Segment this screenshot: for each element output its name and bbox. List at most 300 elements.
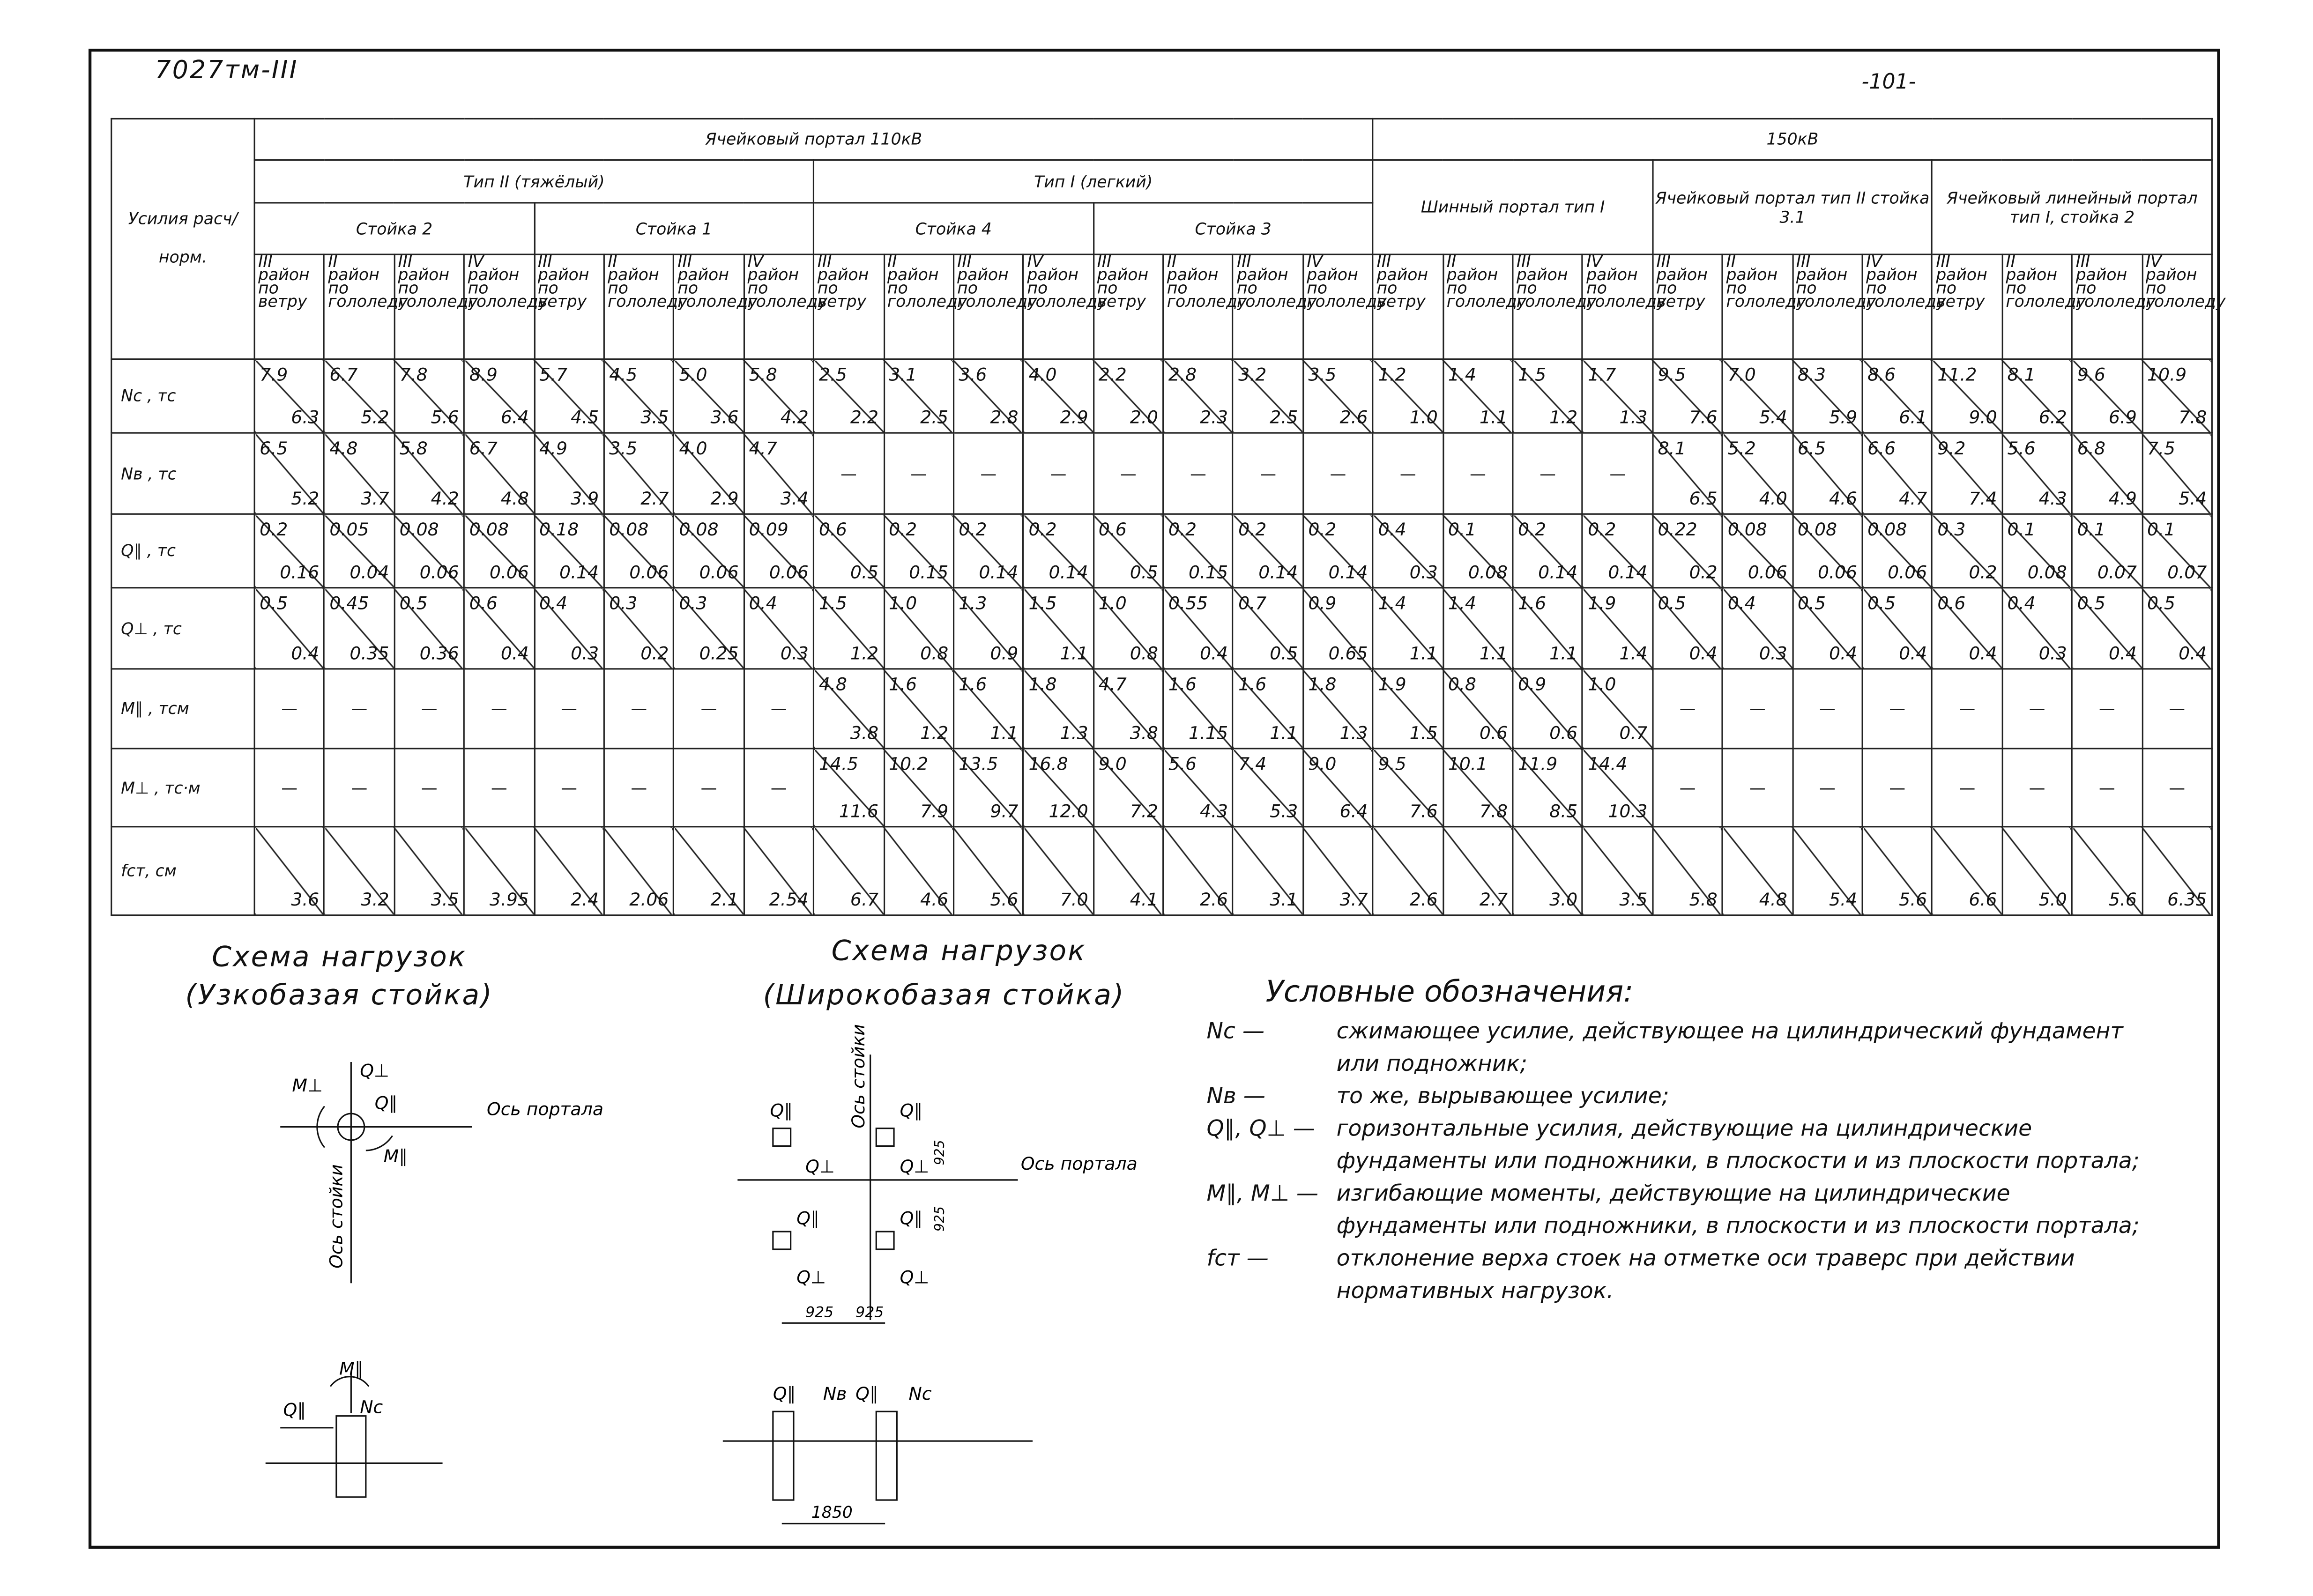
normative-value: 1.2 xyxy=(1549,407,1578,428)
value-cell xyxy=(604,359,674,433)
value-cell xyxy=(1093,588,1163,669)
district-header: II район по гололеду xyxy=(604,254,674,359)
value-cell xyxy=(1652,359,1722,433)
value-cell xyxy=(1652,588,1722,669)
value-cell xyxy=(1163,359,1233,433)
value-cell xyxy=(254,359,324,433)
normative-value: 3.6 xyxy=(710,407,739,428)
district-header: II район по гололеду xyxy=(1443,254,1513,359)
value-cell xyxy=(1583,514,1652,587)
district-header: IV район по гололеду xyxy=(1303,254,1373,359)
empty-cell: — xyxy=(1023,433,1093,514)
empty-cell: — xyxy=(1723,669,1792,749)
normative-value: 0.4 xyxy=(1199,643,1228,664)
design-value: 0.6 xyxy=(1937,593,1966,614)
value-cell xyxy=(1652,433,1722,514)
design-value: 0.2 xyxy=(1028,519,1057,540)
district-header: IV район по гололеду xyxy=(2142,254,2212,359)
design-value: 1.6 xyxy=(1518,593,1547,614)
empty-cell: — xyxy=(324,669,394,749)
value-cell xyxy=(1373,588,1443,669)
normative-value: 0.4 xyxy=(500,643,529,664)
design-value: 9.2 xyxy=(1937,438,1966,459)
normative-value: 0.4 xyxy=(1689,643,1718,664)
normative-value: 3.0 xyxy=(1549,889,1578,910)
normative-value: 6.5 xyxy=(1689,488,1718,509)
normative-value: 3.5 xyxy=(431,889,459,910)
normative-value: 4.9 xyxy=(2108,488,2137,509)
value-cell xyxy=(2072,359,2142,433)
row-label: fст, см xyxy=(112,827,254,915)
value-cell xyxy=(534,514,604,587)
legend-title: Условные обозначения: xyxy=(1265,973,1634,1009)
normative-value: 0.3 xyxy=(2038,643,2067,664)
normative-value: 7.8 xyxy=(1479,801,1508,822)
design-value: 1.2 xyxy=(1378,364,1406,385)
value-cell xyxy=(953,669,1023,749)
normative-value: 0.07 xyxy=(2097,562,2137,583)
empty-cell: — xyxy=(1163,433,1233,514)
district-header: III район по ветру xyxy=(814,254,884,359)
value-cell xyxy=(534,359,604,433)
value-cell xyxy=(884,669,953,749)
design-value: 6.5 xyxy=(1797,438,1826,459)
value-cell xyxy=(744,433,814,514)
design-value: 0.6 xyxy=(818,519,847,540)
normative-value: 0.3 xyxy=(1759,643,1787,664)
design-value: 11.2 xyxy=(1937,364,1977,385)
normative-value: 2.6 xyxy=(1199,889,1228,910)
legend-item xyxy=(1207,1177,2151,1242)
empty-cell: — xyxy=(2072,669,2142,749)
design-value: 8.1 xyxy=(2007,364,2036,385)
type-2-heavy: Тип II (тяжёлый) xyxy=(254,160,814,203)
value-cell xyxy=(324,588,394,669)
value-cell xyxy=(1723,359,1792,433)
design-value: 1.0 xyxy=(1098,593,1127,614)
normative-value: 0.5 xyxy=(1130,562,1158,583)
row-label: Nв , тс xyxy=(112,433,254,514)
normative-value: 0.06 xyxy=(769,562,809,583)
design-value: 0.08 xyxy=(1797,519,1837,540)
normative-value: 1.1 xyxy=(1060,643,1088,664)
legend-text: отклонение верха стоек на отметке оси траверс при действии нормативных нагрузок. xyxy=(1336,1245,2075,1304)
empty-cell: — xyxy=(2072,749,2142,827)
normative-value: 2.0 xyxy=(1130,407,1158,428)
document-code: 7027тм-III xyxy=(155,56,298,86)
normative-value: 11.6 xyxy=(839,801,879,822)
empty-cell: — xyxy=(254,749,324,827)
wide-scheme-title: Схема нагрузок xyxy=(831,935,1086,968)
value-cell xyxy=(1303,669,1373,749)
value-cell xyxy=(1513,359,1583,433)
value-cell xyxy=(1023,749,1093,827)
design-value: 0.08 xyxy=(469,519,509,540)
value-cell xyxy=(1443,827,1513,915)
design-value: 0.3 xyxy=(1937,519,1966,540)
normative-value: 0.06 xyxy=(489,562,529,583)
value-cell xyxy=(324,827,394,915)
axis-stand-label: Ось стойки xyxy=(326,1164,347,1269)
design-value: 0.45 xyxy=(329,593,369,614)
m-par-label: M∥ xyxy=(383,1146,408,1167)
normative-value: 4.5 xyxy=(571,407,599,428)
normative-value: 0.4 xyxy=(1899,643,1927,664)
normative-value: 5.9 xyxy=(1829,407,1858,428)
design-value: 0.4 xyxy=(539,593,568,614)
value-cell xyxy=(1093,749,1163,827)
district-header: IV район по гололеду xyxy=(1583,254,1652,359)
narrow-stand-diagram xyxy=(177,1032,620,1505)
normative-value: 0.14 xyxy=(559,562,599,583)
value-cell xyxy=(1373,514,1443,587)
normative-value: 6.7 xyxy=(850,889,879,910)
district-header: IV район по гололеду xyxy=(1862,254,1932,359)
design-value: 0.6 xyxy=(1098,519,1127,540)
row-header-label: Усилия расч/норм. xyxy=(128,209,238,267)
q-par-c: Q∥ xyxy=(796,1208,819,1229)
design-value: 5.0 xyxy=(679,364,707,385)
q-par-b: Q∥ xyxy=(900,1100,923,1121)
value-cell xyxy=(1233,827,1303,915)
district-header: III район по ветру xyxy=(254,254,324,359)
normative-value: 2.3 xyxy=(1199,407,1228,428)
design-value: 1.4 xyxy=(1448,364,1476,385)
design-value: 9.0 xyxy=(1098,753,1127,775)
normative-value: 1.1 xyxy=(1409,643,1438,664)
design-value: 9.0 xyxy=(1308,753,1337,775)
normative-value: 0.35 xyxy=(350,643,389,664)
table-row xyxy=(112,588,2212,669)
design-value: 0.4 xyxy=(2007,593,2036,614)
design-value: 5.6 xyxy=(1168,753,1197,775)
value-cell xyxy=(1233,514,1303,587)
normative-value: 0.06 xyxy=(699,562,739,583)
normative-value: 1.1 xyxy=(1549,643,1578,664)
value-cell xyxy=(1723,433,1792,514)
dim-925-c: 925 xyxy=(805,1304,834,1321)
value-cell xyxy=(2002,359,2072,433)
empty-cell: — xyxy=(814,433,884,514)
normative-value: 1.0 xyxy=(1409,407,1438,428)
q-perp-label: Q⊥ xyxy=(360,1060,389,1081)
design-value: 7.9 xyxy=(260,364,288,385)
value-cell xyxy=(814,669,884,749)
design-value: 1.3 xyxy=(959,593,987,614)
value-cell xyxy=(1093,359,1163,433)
design-value: 6.8 xyxy=(2077,438,2105,459)
value-cell xyxy=(1513,588,1583,669)
design-value: 9.5 xyxy=(1378,753,1406,775)
district-header: III район по гололеду xyxy=(953,254,1023,359)
normative-value: 1.2 xyxy=(920,722,949,743)
value-cell xyxy=(2002,588,2072,669)
value-cell xyxy=(324,514,394,587)
district-header: III район по ветру xyxy=(1652,254,1722,359)
design-value: 0.3 xyxy=(679,593,707,614)
normative-value: 0.06 xyxy=(1817,562,1858,583)
normative-value: 6.6 xyxy=(1969,889,1997,910)
design-value: 6.5 xyxy=(260,438,288,459)
design-value: 7.0 xyxy=(1727,364,1756,385)
value-cell xyxy=(1303,749,1373,827)
empty-cell: — xyxy=(1583,433,1652,514)
design-value: 6.7 xyxy=(329,364,358,385)
value-cell xyxy=(744,359,814,433)
design-value: 10.2 xyxy=(889,753,929,775)
value-cell xyxy=(1373,669,1443,749)
design-value: 10.9 xyxy=(2147,364,2187,385)
normative-value: 5.6 xyxy=(431,407,459,428)
value-cell xyxy=(1023,514,1093,587)
value-cell xyxy=(1862,514,1932,587)
value-cell xyxy=(1652,827,1722,915)
design-value: 0.08 xyxy=(1727,519,1767,540)
value-cell xyxy=(1443,669,1513,749)
table-row xyxy=(112,827,2212,915)
design-value: 5.2 xyxy=(1727,438,1756,459)
empty-cell: — xyxy=(1093,433,1163,514)
value-cell xyxy=(1443,588,1513,669)
value-cell xyxy=(1792,433,1862,514)
district-header: III район по ветру xyxy=(1093,254,1163,359)
design-value: 0.2 xyxy=(260,519,288,540)
value-cell xyxy=(953,827,1023,915)
normative-value: 2.5 xyxy=(1270,407,1298,428)
empty-cell: — xyxy=(1862,669,1932,749)
normative-value: 0.8 xyxy=(920,643,949,664)
axis-portal-label: Ось портала xyxy=(487,1099,603,1120)
stand-2: Стойка 2 xyxy=(254,203,534,254)
normative-value: 4.8 xyxy=(500,488,529,509)
district-header: III район по гололеду xyxy=(1233,254,1303,359)
design-value: 0.08 xyxy=(1867,519,1907,540)
value-cell xyxy=(2002,827,2072,915)
normative-value: 1.1 xyxy=(990,722,1019,743)
axis-portal-label-2: Ось портала xyxy=(1020,1153,1138,1174)
normative-value: 6.3 xyxy=(291,407,320,428)
normative-value: 0.15 xyxy=(909,562,949,583)
q-perp-c: Q⊥ xyxy=(796,1267,826,1288)
value-cell xyxy=(1303,588,1373,669)
group-110kv: Ячейковый портал 110кВ xyxy=(254,119,1373,160)
district-header: IV район по гололеду xyxy=(1023,254,1093,359)
value-cell xyxy=(814,359,884,433)
normative-value: 2.2 xyxy=(850,407,879,428)
design-value: 0.55 xyxy=(1168,593,1208,614)
design-value: 0.2 xyxy=(959,519,987,540)
empty-cell: — xyxy=(2142,669,2212,749)
design-value: 1.6 xyxy=(1238,674,1267,695)
design-value: 0.9 xyxy=(1518,674,1547,695)
value-cell xyxy=(2002,514,2072,587)
value-cell xyxy=(1163,749,1233,827)
design-value: 3.6 xyxy=(959,364,987,385)
normative-value: 3.9 xyxy=(571,488,599,509)
value-cell xyxy=(2142,827,2212,915)
nc-label-2: Nс xyxy=(908,1383,932,1404)
value-cell xyxy=(1932,514,2002,587)
normative-value: 5.2 xyxy=(291,488,320,509)
value-cell xyxy=(1093,827,1163,915)
page-number: -101- xyxy=(1861,71,1916,95)
value-cell xyxy=(1233,669,1303,749)
value-cell xyxy=(2002,433,2072,514)
value-cell xyxy=(674,514,744,587)
design-value: 0.2 xyxy=(1238,519,1267,540)
design-value: 3.2 xyxy=(1238,364,1267,385)
value-cell xyxy=(814,588,884,669)
normative-value: 2.4 xyxy=(571,889,599,910)
normative-value: 7.6 xyxy=(1689,407,1718,428)
design-value: 0.08 xyxy=(399,519,439,540)
design-value: 8.1 xyxy=(1658,438,1686,459)
m-perp-label: M⊥ xyxy=(292,1075,323,1096)
empty-cell: — xyxy=(2142,749,2212,827)
group-150kv: 150кВ xyxy=(1373,119,2212,160)
normative-value: 2.6 xyxy=(1339,407,1368,428)
design-value: 8.3 xyxy=(1797,364,1826,385)
m-par-label-2: M∥ xyxy=(339,1358,364,1379)
district-header: III район по гололеду xyxy=(674,254,744,359)
normative-value: 0.9 xyxy=(990,643,1019,664)
legend-item xyxy=(1207,1242,2151,1307)
design-value: 7.5 xyxy=(2147,438,2176,459)
q-perp-a: Q⊥ xyxy=(805,1156,835,1177)
normative-value: 6.1 xyxy=(1899,407,1927,428)
value-cell xyxy=(953,359,1023,433)
design-value: 1.8 xyxy=(1308,674,1337,695)
normative-value: 0.36 xyxy=(419,643,459,664)
design-value: 8.9 xyxy=(469,364,498,385)
legend-text: изгибающие моменты, действующие на цилиндрические фундаменты или подножники, в плоскости и из плоскости портала; xyxy=(1336,1180,2140,1239)
table-row xyxy=(112,749,2212,827)
normative-value: 8.5 xyxy=(1549,801,1578,822)
value-cell xyxy=(744,514,814,587)
value-cell xyxy=(1513,827,1583,915)
value-cell xyxy=(464,827,534,915)
normative-value: 3.5 xyxy=(1619,889,1648,910)
normative-value: 0.08 xyxy=(2027,562,2067,583)
value-cell xyxy=(464,588,534,669)
design-value: 2.5 xyxy=(818,364,847,385)
normative-value: 3.4 xyxy=(780,488,809,509)
design-value: 1.9 xyxy=(1588,593,1616,614)
normative-value: 5.6 xyxy=(990,889,1019,910)
empty-cell: — xyxy=(1792,669,1862,749)
normative-value: 5.2 xyxy=(361,407,389,428)
normative-value: 7.2 xyxy=(1130,801,1158,822)
normative-value: 4.7 xyxy=(1899,488,1927,509)
design-value: 0.5 xyxy=(1867,593,1896,614)
normative-value: 0.14 xyxy=(979,562,1019,583)
design-value: 4.8 xyxy=(329,438,358,459)
normative-value: 0.3 xyxy=(571,643,599,664)
empty-cell: — xyxy=(884,433,953,514)
normative-value: 2.7 xyxy=(1479,889,1508,910)
empty-cell: — xyxy=(2002,749,2072,827)
design-value: 0.2 xyxy=(1308,519,1337,540)
value-cell xyxy=(674,359,744,433)
normative-value: 3.7 xyxy=(1339,889,1368,910)
design-value: 0.7 xyxy=(1238,593,1267,614)
normative-value: 0.25 xyxy=(699,643,739,664)
value-cell xyxy=(394,588,464,669)
normative-value: 2.5 xyxy=(920,407,949,428)
empty-cell: — xyxy=(1373,433,1443,514)
design-value: 3.1 xyxy=(889,364,917,385)
design-value: 1.4 xyxy=(1448,593,1476,614)
normative-value: 0.06 xyxy=(419,562,459,583)
value-cell xyxy=(744,827,814,915)
nc-label: Nс xyxy=(360,1396,383,1418)
normative-value: 1.3 xyxy=(1339,722,1368,743)
empty-cell: — xyxy=(1303,433,1373,514)
q-perp-d: Q⊥ xyxy=(900,1267,930,1288)
design-value: 0.6 xyxy=(469,593,498,614)
design-value: 1.4 xyxy=(1378,593,1406,614)
normative-value: 0.6 xyxy=(1479,722,1508,743)
value-cell xyxy=(953,514,1023,587)
normative-value: 0.2 xyxy=(1969,562,1997,583)
normative-value: 6.2 xyxy=(2038,407,2067,428)
type-bus-portal: Шинный портал тип I xyxy=(1373,160,1653,255)
value-cell xyxy=(1513,749,1583,827)
empty-cell: — xyxy=(394,669,464,749)
value-cell xyxy=(1862,359,1932,433)
design-value: 4.9 xyxy=(539,438,568,459)
value-cell xyxy=(534,827,604,915)
design-value: 1.6 xyxy=(1168,674,1197,695)
axis-stand-label-2: Ось стойки xyxy=(848,1024,869,1128)
normative-value: 0.08 xyxy=(1468,562,1508,583)
value-cell xyxy=(1862,433,1932,514)
legend-item xyxy=(1207,1112,2151,1177)
q-par-e: Q∥ xyxy=(773,1383,796,1404)
q-par-a: Q∥ xyxy=(770,1100,793,1121)
district-header: II район по гололеду xyxy=(2002,254,2072,359)
normative-value: 6.35 xyxy=(2167,889,2207,910)
design-value: 0.9 xyxy=(1308,593,1337,614)
legend xyxy=(1207,973,2151,1307)
design-value: 3.5 xyxy=(1308,364,1337,385)
design-value: 5.8 xyxy=(399,438,428,459)
normative-value: 4.3 xyxy=(1199,801,1228,822)
value-cell xyxy=(884,749,953,827)
normative-value: 1.1 xyxy=(1479,643,1508,664)
value-cell xyxy=(1373,359,1443,433)
value-cell xyxy=(1792,359,1862,433)
normative-value: 4.1 xyxy=(1130,889,1158,910)
normative-value: 2.06 xyxy=(629,889,669,910)
value-cell xyxy=(1023,359,1093,433)
normative-value: 10.3 xyxy=(1608,801,1648,822)
design-value: 4.0 xyxy=(1028,364,1057,385)
value-cell xyxy=(604,827,674,915)
normative-value: 0.04 xyxy=(350,562,389,583)
empty-cell: — xyxy=(534,669,604,749)
value-cell xyxy=(1023,827,1093,915)
row-label: Q⊥ , тс xyxy=(112,588,254,669)
normative-value: 4.3 xyxy=(2038,488,2067,509)
row-label: M∥ , тсм xyxy=(112,669,254,749)
design-value: 8.6 xyxy=(1867,364,1896,385)
normative-value: 6.4 xyxy=(500,407,529,428)
design-value: 14.4 xyxy=(1588,753,1628,775)
value-cell xyxy=(394,433,464,514)
normative-value: 0.6 xyxy=(1549,722,1578,743)
empty-cell: — xyxy=(1792,749,1862,827)
